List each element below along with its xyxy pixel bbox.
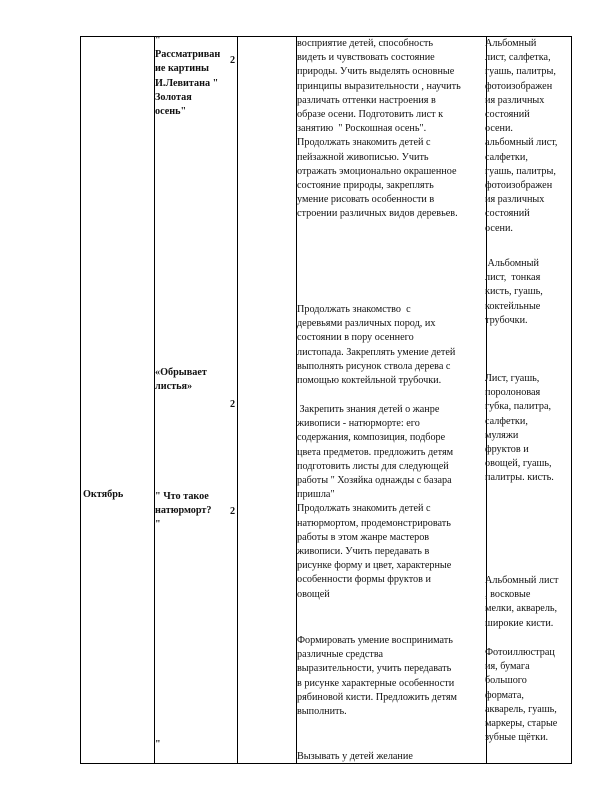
topic-cell: " bbox=[155, 739, 161, 750]
goals-cell: восприятие детей, способность видеть и чувствовать состояние природы. Учить выделять основные принципы выразительности , научить различать оттенки настроения в образе осени. Подготовить лист к занятию " Роскошная осень". Продолжать знакомить детей с пейзажной живописью. Учить отражать эмоционально окрашенное состояние природы, закреплять умение рисовать особенности в строении различных видов деревьев. bbox=[297, 38, 461, 220]
materials-cell: Лист, гуашь, поролоновая губка, палитра, салфетки, муляжи фруктов и овощей, гуашь, палитры. кисть. bbox=[485, 373, 554, 484]
materials-cell: Альбомный лист, тонкая кисть, гуашь, коктейльные трубочки. bbox=[485, 258, 543, 326]
column-divider-month bbox=[154, 37, 155, 763]
goals-cell: Закрепить знания детей о жанре живописи - натюрморте: его содержания, композиция, подборе цвета предметов. предложить детям подготовить листы для следующей работы " Хозяйка однажды с базара пришла" Продолжать знакомить детей с натюрмортом, продемонстрировать работы в этом жанре мастеров живописи. Учить передавать в рисунке форму и цвет, характерные особенности формы фруктов и овощей bbox=[297, 404, 454, 600]
topic-cell: " Что такое натюрморт? " bbox=[155, 491, 212, 531]
column-divider-topic bbox=[237, 37, 238, 763]
materials-cell: Фотоиллюстрац ия, бумага большого формата, акварель, гуашь, маркеры, старые зубные щётки. bbox=[485, 647, 558, 744]
materials-cell: Альбомный лист, салфетка, гуашь, палитры, фотоизображен ия различных состояний осени. альбомный лист, салфетки, гуашь, палитры, фотоизображен ия различных состояний осени. bbox=[485, 38, 558, 234]
hours-cell: 2 bbox=[230, 506, 236, 517]
hours-cell: 2 bbox=[230, 399, 236, 410]
topic-cell: «Обрывает листья» bbox=[155, 367, 207, 393]
goals-cell: Формировать умение воспринимать различные средства выразительности, учить передавать в рисунке характерные особенности рябиновой кисти. Предложить детям выполнить. bbox=[297, 635, 457, 718]
hours-cell: 2 bbox=[230, 55, 236, 66]
goals-cell: Вызывать у детей желание bbox=[297, 751, 413, 762]
materials-cell: Альбомный лист , восковые мелки, акварель, широкие кисти. bbox=[485, 575, 559, 629]
topic-cell: " Рассматриван ие картины И.Левитана " Золотая осень" bbox=[155, 35, 221, 118]
goals-cell: Продолжать знакомство с деревьями различных пород, их состоянии в пору осеннего листопада. Закреплять умение детей выполнять рисунок ствола дерева с помощью коктейльной трубочки. bbox=[297, 304, 456, 387]
month-cell: Октябрь bbox=[83, 489, 124, 500]
